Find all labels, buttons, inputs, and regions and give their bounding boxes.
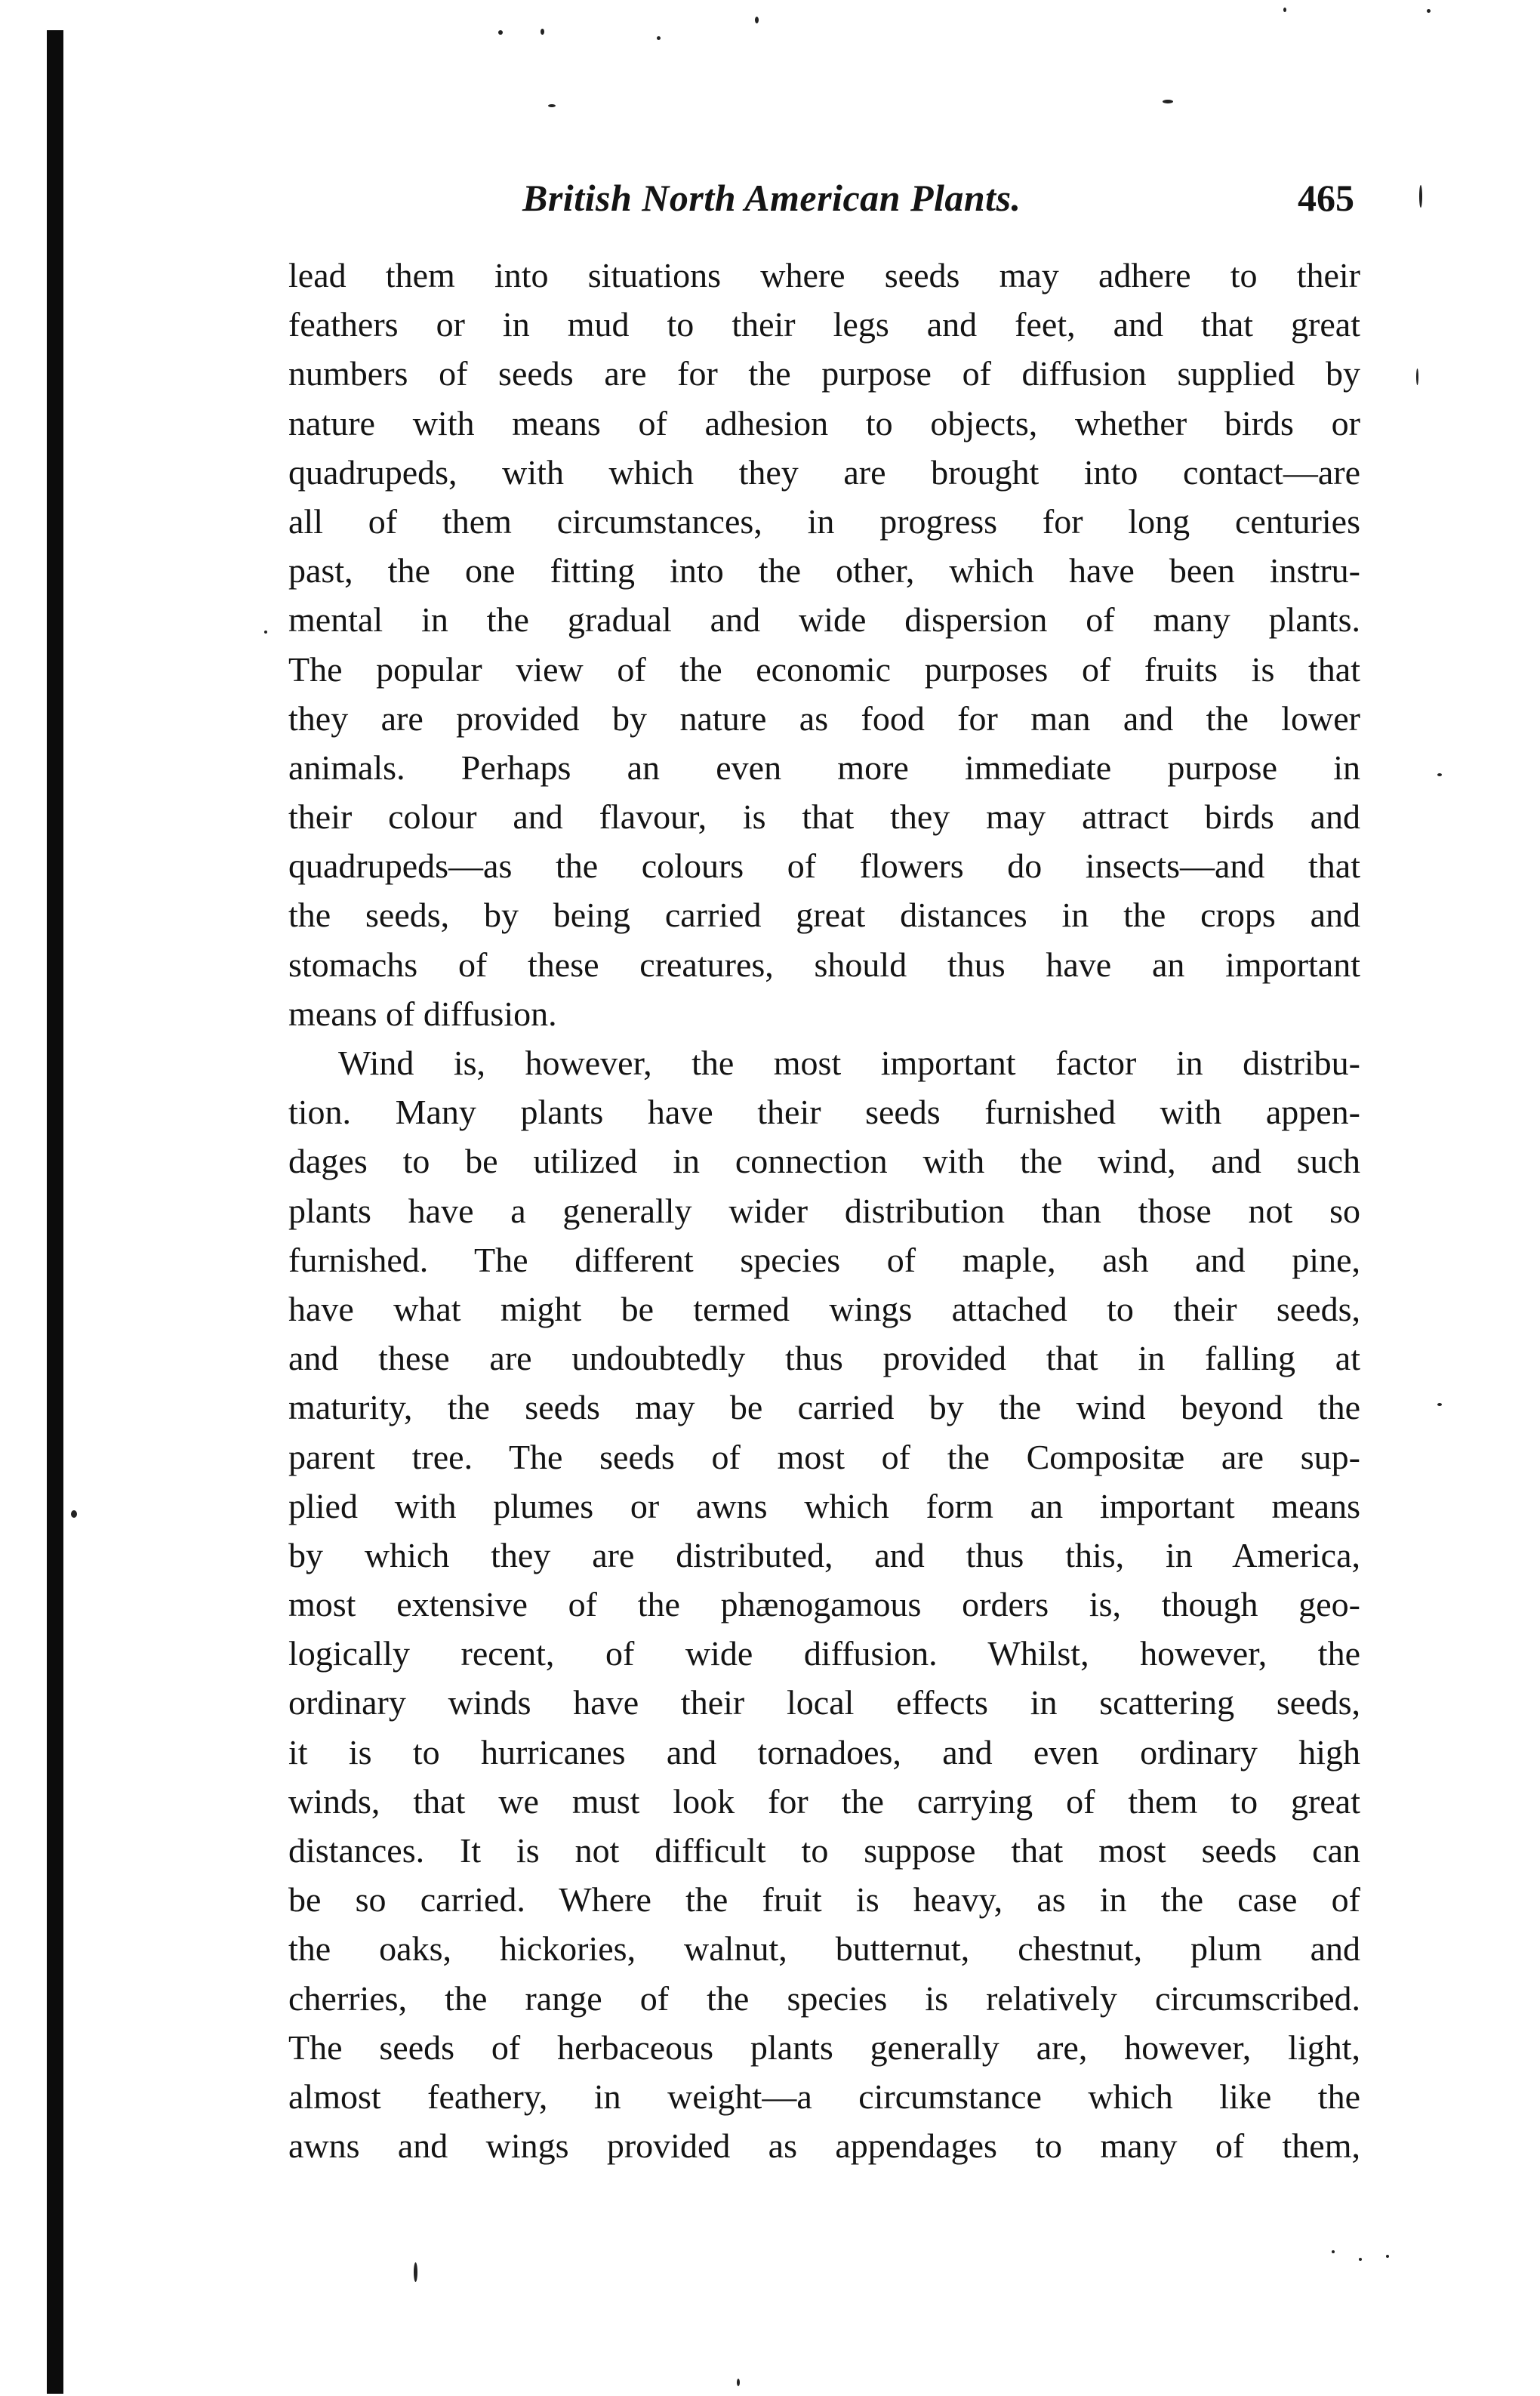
running-head xyxy=(288,175,1360,228)
text-line: cherries, the range of the species is relatively circumscribed. xyxy=(288,1978,1360,2018)
text-line: means of diffusion. xyxy=(288,994,557,1033)
scan-speck xyxy=(1437,773,1442,776)
text-line: they are provided by nature as food for man and the lower xyxy=(288,698,1360,738)
text-line: past, the one fitting into the other, which have been instru- xyxy=(288,551,1360,591)
scan-speck xyxy=(1437,1403,1442,1406)
running-title: British North American Plants. xyxy=(522,177,1021,219)
text-line: be so carried. Where the fruit is heavy, as in the case of xyxy=(288,1880,1360,1920)
text-line: The seeds of herbaceous plants generally are, however, light, xyxy=(288,2028,1360,2067)
scan-speck xyxy=(264,631,267,634)
text-line: ordinary winds have their local effects in scattering seeds, xyxy=(288,1683,1360,1722)
text-line: parent tree. The seeds of most of the Compositæ are sup- xyxy=(288,1437,1360,1476)
text-line: awns and wings provided as appendages to many of them, xyxy=(288,2126,1360,2166)
text-line: mental in the gradual and wide dispersion of many plants. xyxy=(288,600,1360,640)
text-line: The popular view of the economic purposes of fruits is that xyxy=(288,649,1360,689)
text-line: plied with plumes or awns which form an important means xyxy=(288,1486,1360,1525)
text-line: logically recent, of wide diffusion. Whilst, however, the xyxy=(288,1634,1360,1673)
text-line: dages to be utilized in connection with the wind, and such xyxy=(288,1142,1360,1181)
text-line: quadrupeds, with which they are brought into contact—are xyxy=(288,452,1360,492)
text-line: the seeds, by being carried great distances in the crops and xyxy=(288,896,1360,935)
text-line: numbers of seeds are for the purpose of diffusion supplied by xyxy=(288,354,1360,393)
scan-speck xyxy=(71,1510,77,1518)
text-line: almost feathery, in weight—a circumstance which like the xyxy=(288,2077,1360,2116)
book-page xyxy=(288,0,1360,2396)
text-line: tion. Many plants have their seeds furnished with appen- xyxy=(288,1093,1360,1132)
text-line: the oaks, hickories, walnut, butternut, chestnut, plum and xyxy=(288,1929,1360,1969)
text-line: Wind is, however, the most important factor in distribu- xyxy=(338,1044,1360,1082)
text-line: winds, that we must look for the carrying of them to great xyxy=(288,1781,1360,1821)
text-line: quadrupeds—as the colours of flowers do insects—and that xyxy=(288,846,1360,886)
page-number: 465 xyxy=(1298,177,1354,219)
page-binding-edge xyxy=(47,30,63,2394)
text-line: maturity, the seeds may be carried by the wind beyond the xyxy=(288,1388,1360,1427)
text-line: it is to hurricanes and tornadoes, and even ordinary high xyxy=(288,1732,1360,1772)
text-line: by which they are distributed, and thus this, in America, xyxy=(288,1535,1360,1574)
scan-speck xyxy=(1419,185,1422,208)
text-line: distances. It is not difficult to suppose that most seeds can xyxy=(288,1831,1360,1870)
text-line: lead them into situations where seeds may adhere to their xyxy=(288,256,1360,294)
text-line: their colour and flavour, is that they may attract birds and xyxy=(288,797,1360,837)
text-line: stomachs of these creatures, should thus have an important xyxy=(288,945,1360,984)
text-line: furnished. The different species of maple, ash and pine, xyxy=(288,1240,1360,1279)
text-line: most extensive of the phænogamous orders is, though geo- xyxy=(288,1585,1360,1624)
scan-speck xyxy=(1427,9,1431,13)
text-line: and these are undoubtedly thus provided that in falling at xyxy=(288,1339,1360,1378)
text-line: plants have a generally wider distribution than those not so xyxy=(288,1191,1360,1230)
text-line: nature with means of adhesion to objects, whether birds or xyxy=(288,403,1360,443)
text-line: feathers or in mud to their legs and feet, and that great xyxy=(288,305,1360,344)
text-line: all of them circumstances, in progress for long centuries xyxy=(288,501,1360,541)
text-line: animals. Perhaps an even more immediate purpose in xyxy=(288,748,1360,787)
scan-speck xyxy=(1416,368,1418,385)
text-line: have what might be termed wings attached to their seeds, xyxy=(288,1289,1360,1328)
body-text xyxy=(288,251,1360,2170)
scan-speck xyxy=(1386,2255,1389,2258)
